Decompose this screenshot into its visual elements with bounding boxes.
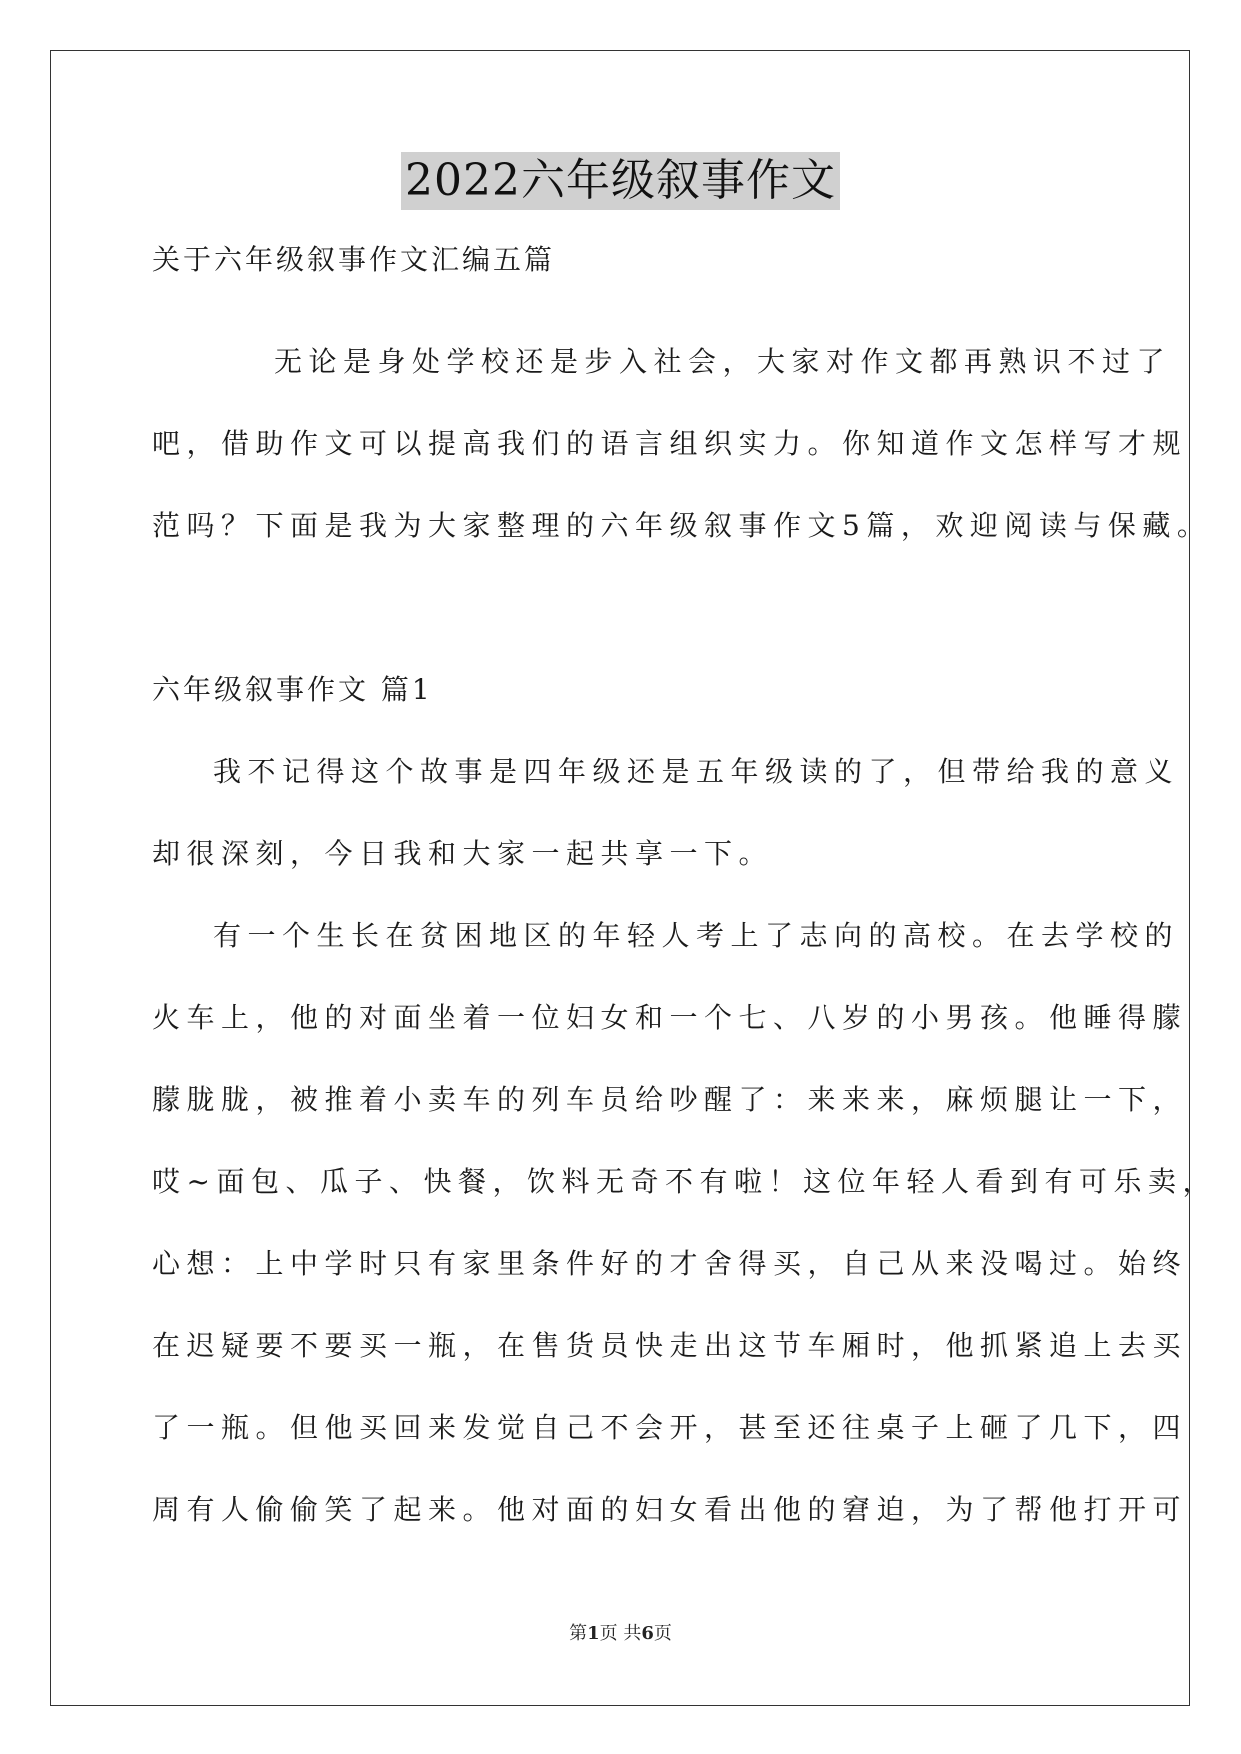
page-footer — [0, 1622, 1241, 1646]
intro-line: 范吗？下面是我为大家整理的六年级叙事作文5篇，欢迎阅读与保藏。 — [152, 509, 1212, 542]
document-subtitle: 关于六年级叙事作文汇编五篇 — [152, 243, 556, 276]
paragraph-line: 周有人偷偷笑了起来。他对面的妇女看出他的窘迫，为了帮他打开可 — [152, 1493, 1188, 1526]
paragraph-line: 却很深刻，今日我和大家一起共享一下。 — [152, 837, 774, 870]
paragraph-line: 有一个生长在贫困地区的年轻人考上了志向的高校。在去学校的 — [213, 919, 1180, 952]
paragraph-line: 心想：上中学时只有家里条件好的才舍得买，自己从来没喝过。始终 — [152, 1247, 1188, 1280]
paragraph-line: 了一瓶。但他买回来发觉自己不会开，甚至还往桌子上砸了几下，四 — [152, 1411, 1188, 1444]
intro-line: 吧，借助作文可以提高我们的语言组织实力。你知道作文怎样写才规 — [152, 427, 1188, 460]
section-heading: 六年级叙事作文 篇1 — [152, 673, 433, 706]
document-title: 2022六年级叙事作文 — [401, 152, 840, 210]
footer-page-total: 6 — [641, 1623, 654, 1644]
paragraph-line: 朦胧胧，被推着小卖车的列车员给吵醒了：来来来，麻烦腿让一下， — [152, 1083, 1188, 1116]
footer-page-current: 1 — [587, 1623, 600, 1644]
page-border — [50, 50, 1217, 1706]
title-container — [0, 152, 1241, 210]
footer-page-mid: 页 共 — [599, 1623, 642, 1644]
intro-line: 无论是身处学校还是步入社会，大家对作文都再熟识不过了 — [274, 345, 1172, 378]
paragraph-line: 我不记得这个故事是四年级还是五年级读的了，但带给我的意义 — [213, 755, 1180, 788]
footer-page-prefix: 第 — [569, 1623, 588, 1644]
paragraph-line: 在迟疑要不要买一瓶，在售货员快走出这节车厢时，他抓紧追上去买 — [152, 1329, 1188, 1362]
footer-page-suffix: 页 — [653, 1623, 672, 1644]
paragraph-line: 哎~面包、瓜子、快餐，饮料无奇不有啦！这位年轻人看到有可乐卖， — [152, 1165, 1217, 1198]
paragraph-line: 火车上，他的对面坐着一位妇女和一个七、八岁的小男孩。他睡得朦 — [152, 1001, 1188, 1034]
